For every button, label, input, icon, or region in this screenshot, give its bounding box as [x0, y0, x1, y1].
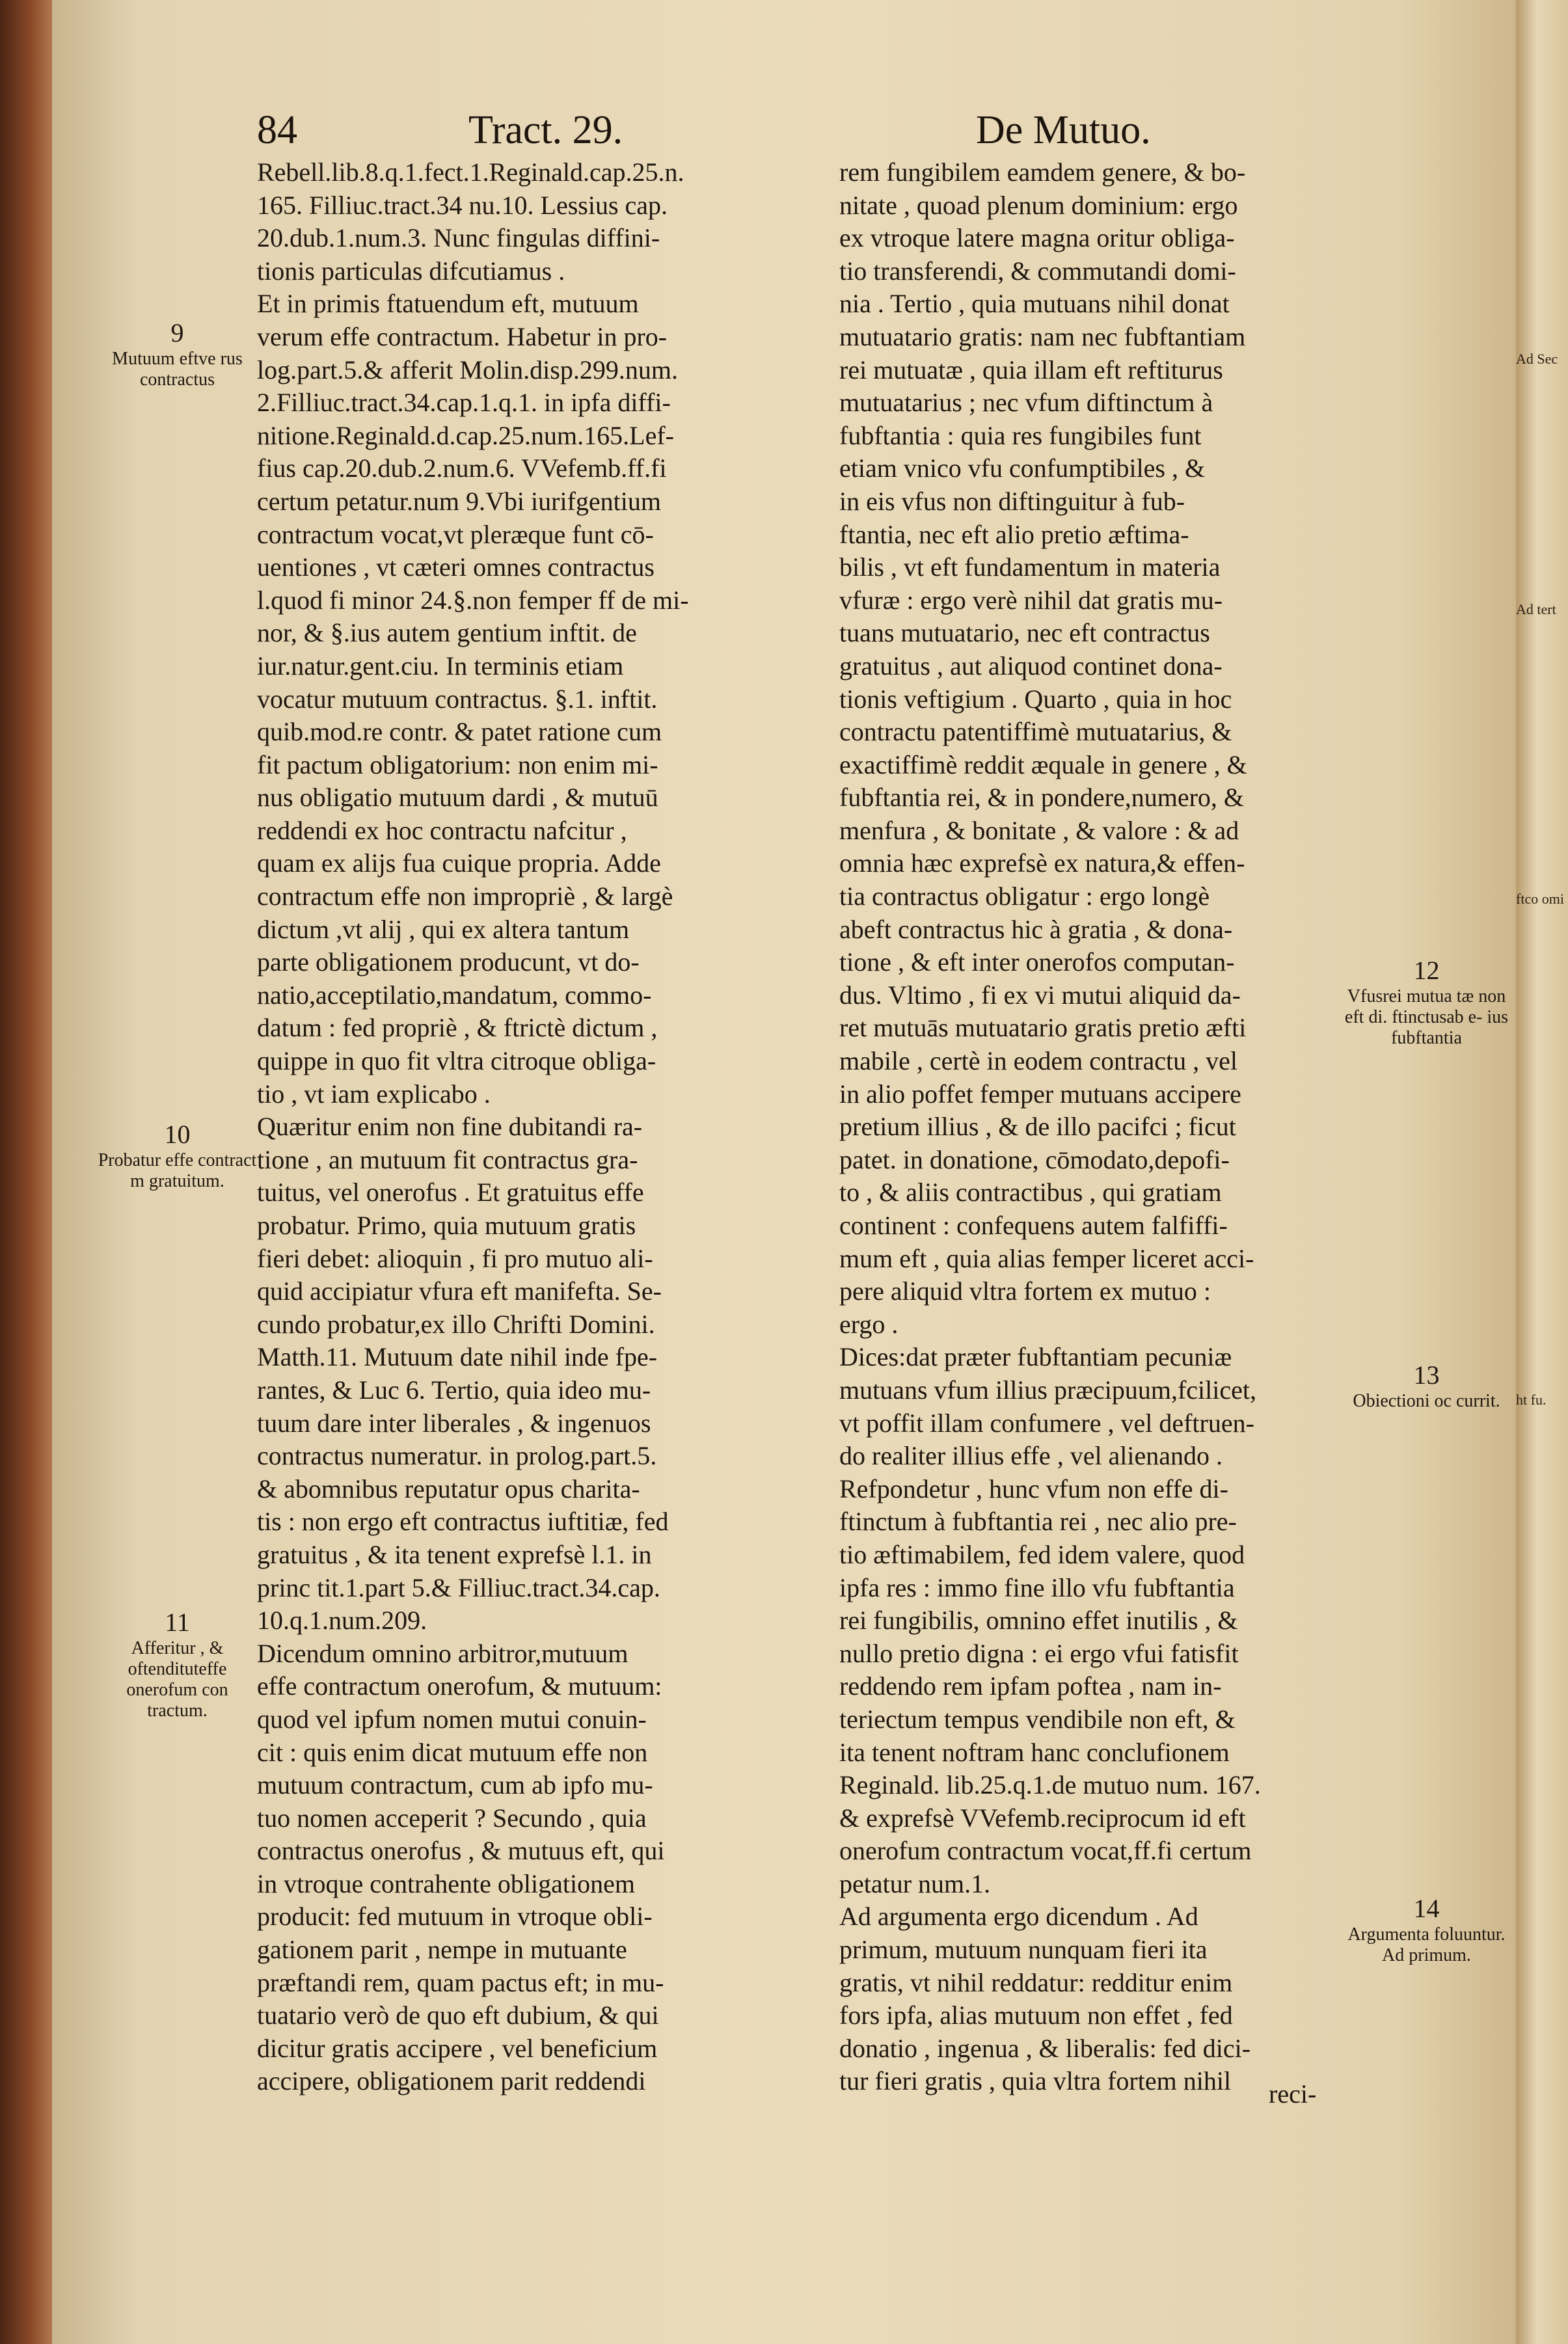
text-line: tuum dare inter liberales , & ingenuos — [257, 1408, 651, 1438]
text-line: iur.natur.gent.ciu. In terminis etiam — [257, 651, 624, 680]
text-line: mutuatario gratis: nam nec fubftantiam — [839, 321, 1246, 351]
text-line: ita tenent noftram hanc conclufionem — [839, 1737, 1230, 1767]
text-line: Dices:dat præter fubftantiam pecuniæ — [839, 1342, 1232, 1372]
text-line: dicitur gratis accipere , vel beneficium — [257, 2033, 658, 2063]
edge-fragment: Ad tert — [1516, 601, 1556, 617]
text-line: accipere, obligationem parit reddendi — [257, 2066, 646, 2096]
text-line: patet. in donatione, cōmodato,depofi- — [839, 1144, 1230, 1174]
text-line: in vtroque contrahente obligationem — [257, 1868, 635, 1898]
text-line: tionis veftigium . Quarto , quia in hoc — [839, 684, 1232, 714]
text-line: Et in primis ftatuendum eft, mutuum — [257, 289, 639, 319]
text-line: tuo nomen acceperit ? Secundo , quia — [257, 1803, 647, 1833]
margin-note-number: 9 — [170, 318, 184, 347]
text-line: Dicendum omnino arbitror,mutuum — [257, 1638, 629, 1668]
text-line: omnia hæc exprefsè ex natura,& effen- — [839, 848, 1245, 878]
text-line: fubftantia rei, & in pondere,numero, & — [839, 783, 1245, 813]
margin-note-text: Vfusrei mutua tæ non eft di. ftinctusab e- ius fubftantia — [1344, 986, 1509, 1048]
text-line: rantes, & Luc 6. Tertio, quia ideo mu- — [257, 1375, 651, 1405]
margin-note-number: 13 — [1413, 1360, 1440, 1390]
text-line: cundo probatur,ex illo Chrifti Domini. — [257, 1309, 655, 1339]
text-line: pere aliquid vltra fortem ex mutuo : — [839, 1276, 1211, 1306]
book-spine — [0, 0, 52, 2344]
text-line: tur fieri gratis , quia vltra fortem nihil — [839, 2066, 1232, 2096]
text-line: nor, & §.ius autem gentium inftit. de — [257, 618, 637, 648]
text-line: l.quod fi minor 24.§.non femper ff de mi- — [257, 585, 689, 615]
text-line: tio , vt iam explicabo . — [257, 1079, 491, 1109]
text-line: to , & aliis contractibus , qui gratiam — [839, 1178, 1222, 1207]
text-line: nitione.Reginald.d.cap.25.num.165.Lef- — [257, 420, 674, 450]
margin-note-14 — [1344, 1893, 1509, 1966]
text-line: mutuans vfum illius præcipuum,fcilicet, — [839, 1375, 1257, 1405]
text-line: cit : quis enim dicat mutuum effe non — [257, 1737, 648, 1767]
text-line: contractus numeratur. in prolog.part.5. — [257, 1441, 657, 1471]
text-line: 20.dub.1.num.3. Nunc fingulas diffini- — [257, 223, 660, 253]
text-line: in alio poffet femper mutuans accipere — [839, 1079, 1241, 1109]
margin-note-10 — [98, 1119, 257, 1192]
margin-note-text: Afferitur , & oftendituteffe onerofum con tractum. — [126, 1638, 228, 1721]
margin-note-text: Argumenta foluuntur. Ad primum. — [1347, 1924, 1506, 1965]
text-line: fubftantia : quia res fungibiles funt — [839, 420, 1202, 450]
text-line: rei fungibilis, omnino effet inutilis , & — [839, 1606, 1238, 1636]
text-line: tio transferendi, & commutandi domi- — [839, 256, 1236, 286]
text-line: quid accipiatur vfura eft manifefta. Se- — [257, 1276, 662, 1306]
text-line: menfura , & bonitate , & valore : & ad — [839, 815, 1239, 845]
text-line: tione , an mutuum fit contractus gra- — [257, 1144, 638, 1174]
text-line: rem fungibilem eamdem genere, & bo- — [839, 157, 1246, 187]
text-line: fors ipfa, alias mutuum non effet , fed — [839, 2000, 1233, 2030]
text-line: verum effe contractum. Habetur in pro- — [257, 321, 668, 351]
left-text-column — [257, 156, 823, 2098]
margin-note-text: Mutuum eftve rus contractus — [112, 349, 243, 390]
margin-note-number: 11 — [165, 1608, 190, 1637]
text-line: donatio , ingenua , & liberalis: fed dici- — [839, 2033, 1251, 2063]
text-line: parte obligationem producunt, vt do- — [257, 947, 640, 977]
text-line: dus. Vltimo , fi ex vi mutui aliquid da- — [839, 980, 1241, 1010]
text-line: in eis vfus non diftinguitur à fub- — [839, 486, 1185, 516]
text-line: gratuitus , aut aliquod continet dona- — [839, 651, 1223, 680]
text-line: ret mutuās mutuatario gratis pretio æfti — [839, 1013, 1247, 1043]
text-line: ftinctum à fubftantia rei , nec alio pre- — [839, 1507, 1237, 1537]
margin-note-text: Obiectioni oc currit. — [1353, 1391, 1500, 1411]
text-line: 165. Filliuc.tract.34 nu.10. Lessius cap. — [257, 190, 668, 220]
text-line: certum petatur.num 9.Vbi iurifgentium — [257, 486, 661, 516]
text-line: natio,acceptilatio,mandatum, commo- — [257, 980, 652, 1010]
text-line: ipfa res : immo fine illo vfu fubftantia — [839, 1572, 1235, 1602]
text-line: tione , & eft inter onerofos computan- — [839, 947, 1235, 977]
text-line: præftandi rem, quam pactus eft; in mu- — [257, 1967, 664, 1997]
text-line: datum : fed propriè , & ftrictè dictum , — [257, 1013, 658, 1043]
text-line: tis : non ergo eft contractus iuftitiæ, fed — [257, 1507, 669, 1537]
text-line: vocatur mutuum contractus. §.1. inftit. — [257, 684, 658, 714]
page-number: 84 — [257, 108, 297, 152]
text-line: fit pactum obligatorium: non enim mi- — [257, 749, 658, 779]
text-line: 10.q.1.num.209. — [257, 1606, 427, 1636]
text-line: Matth.11. Mutuum date nihil inde fpe- — [257, 1342, 658, 1372]
text-line: ergo . — [839, 1309, 899, 1339]
text-line: vt poffit illam confumere , vel deftruen- — [839, 1408, 1254, 1438]
text-line: pretium illius , & de illo pacifci ; ficut — [839, 1112, 1236, 1142]
text-line: Ad argumenta ergo dicendum . Ad — [839, 1902, 1198, 1932]
margin-note-11 — [98, 1607, 257, 1721]
running-head-tract: Tract. 29. — [468, 108, 623, 152]
text-line: etiam vnico vfu confumptibiles , & — [839, 453, 1206, 483]
text-line: contractum vocat,vt pleræque funt cō- — [257, 519, 654, 549]
text-line: uentiones , vt cæteri omnes contractus — [257, 552, 655, 582]
text-line: teriectum tempus vendibile non eft, & — [839, 1704, 1236, 1734]
catchword: reci- — [1269, 2079, 1317, 2108]
text-line: exactiffimè reddit æquale in genere , & — [839, 749, 1247, 779]
edge-fragment: ftco omi — [1516, 891, 1564, 907]
text-line: reddendo rem ipfam poftea , nam in- — [839, 1671, 1222, 1701]
text-line: tuatario verò de quo eft dubium, & qui — [257, 2000, 659, 2030]
running-head-subject: De Mutuo. — [976, 108, 1151, 152]
text-line: rei mutuatæ , quia illam eft reftiturus — [839, 355, 1223, 384]
text-line: bilis , vt eft fundamentum in materia — [839, 552, 1221, 582]
margin-note-number: 12 — [1413, 956, 1440, 985]
margin-note-number: 10 — [164, 1120, 191, 1149]
text-line: probatur. Primo, quia mutuum gratis — [257, 1211, 636, 1240]
text-line: effe contractum onerofum, & mutuum: — [257, 1671, 662, 1701]
text-line: tuitus, vel onerofus . Et gratuitus effe — [257, 1178, 644, 1207]
text-line: continent : confequens autem falfiffi- — [839, 1211, 1228, 1240]
text-line: nitate , quoad plenum dominium: ergo — [839, 190, 1238, 220]
text-line: Refpondetur , hunc vfum non effe di- — [839, 1474, 1228, 1503]
text-line: nia . Tertio , quia mutuans nihil donat — [839, 289, 1230, 319]
text-line: producit: fed mutuum in vtroque obli- — [257, 1902, 653, 1932]
text-line: mabile , certè in eodem contractu , vel — [839, 1046, 1237, 1076]
text-line: quippe in quo fit vltra citroque obliga- — [257, 1046, 656, 1076]
text-line: mum eft , quia alias femper liceret acci- — [839, 1243, 1254, 1273]
text-line: tia contractus obligatur : ergo longè — [839, 882, 1210, 911]
text-line: 2.Filliuc.tract.34.cap.1.q.1. in ipfa diffi- — [257, 388, 671, 418]
text-line: Quæritur enim non fine dubitandi ra- — [257, 1112, 643, 1142]
text-line: fieri debet: alioquin , fi pro mutuo ali- — [257, 1243, 653, 1273]
text-line: ex vtroque latere magna oritur obliga- — [839, 223, 1235, 253]
margin-note-9 — [98, 317, 257, 390]
text-line: Reginald. lib.25.q.1.de mutuo num. 167. — [839, 1770, 1261, 1800]
text-line: tionis particulas difcutiamus . — [257, 256, 565, 286]
text-line: fius cap.20.dub.2.num.6. VVefemb.ff.fi — [257, 453, 667, 483]
text-line: tuans mutuatario, nec eft contractus — [839, 618, 1210, 648]
text-line: do realiter illius effe , vel alienando . — [839, 1441, 1223, 1471]
text-line: contractu patentiffimè mutuatarius, & — [839, 717, 1232, 747]
text-line: onerofum contractum vocat,ff.fi certum — [839, 1836, 1252, 1866]
text-line: primum, mutuum nunquam fieri ita — [839, 1935, 1208, 1965]
text-line: mutuum contractum, cum ab ipfo mu- — [257, 1770, 653, 1800]
text-line: abeft contractus hic à gratia , & dona- — [839, 914, 1233, 944]
text-line: gratis, vt nihil reddatur: redditur enim — [839, 1967, 1233, 1997]
text-line: gationem parit , nempe in mutuante — [257, 1935, 627, 1965]
text-line: Rebell.lib.8.q.1.fect.1.Reginald.cap.25.n. — [257, 157, 684, 187]
text-line: petatur num.1. — [839, 1868, 991, 1898]
text-line: gratuitus , & ita tenent exprefsè l.1. in — [257, 1539, 652, 1569]
margin-note-12 — [1344, 955, 1509, 1049]
text-line: mutuatarius ; nec vfum diftinctum à — [839, 388, 1213, 418]
text-line: nullo pretio digna : ei ergo vfui fatisfit — [839, 1638, 1239, 1668]
text-line: reddendi ex hoc contractu nafcitur , — [257, 815, 627, 845]
text-line: & abomnibus reputatur opus charita- — [257, 1474, 640, 1503]
margin-note-13 — [1344, 1360, 1509, 1412]
text-line: quod vel ipfum nomen mutui conuin- — [257, 1704, 647, 1734]
text-line: & exprefsè VVefemb.reciprocum id eft — [839, 1803, 1246, 1833]
text-line: nus obligatio mutuum dardi , & mutuū — [257, 783, 658, 813]
text-line: quib.mod.re contr. & patet ratione cum — [257, 717, 662, 747]
text-line: contractum effe non impropriè , & largè — [257, 882, 673, 911]
text-line: princ tit.1.part 5.& Filliuc.tract.34.cap. — [257, 1572, 660, 1602]
text-line: dictum ,vt alij , qui ex altera tantum — [257, 914, 630, 944]
edge-fragment: Ad Sec — [1516, 351, 1558, 367]
margin-note-number: 14 — [1413, 1894, 1440, 1923]
text-line: tio æftimabilem, fed idem valere, quod — [839, 1539, 1245, 1569]
text-line: quam ex alijs fua cuique propria. Adde — [257, 848, 661, 878]
margin-note-text: Probatur effe contract m gratuitum. — [98, 1150, 257, 1191]
edge-fragment: ht fu. — [1516, 1392, 1547, 1408]
right-text-column — [839, 156, 1334, 2098]
text-line: log.part.5.& afferit Molin.disp.299.num. — [257, 355, 678, 384]
text-line: ftantia, nec eft alio pretio æftima- — [839, 519, 1189, 549]
text-line: contractus onerofus , & mutuus eft, qui — [257, 1836, 665, 1866]
text-line: vfuræ : ergo verè nihil dat gratis mu- — [839, 585, 1223, 615]
